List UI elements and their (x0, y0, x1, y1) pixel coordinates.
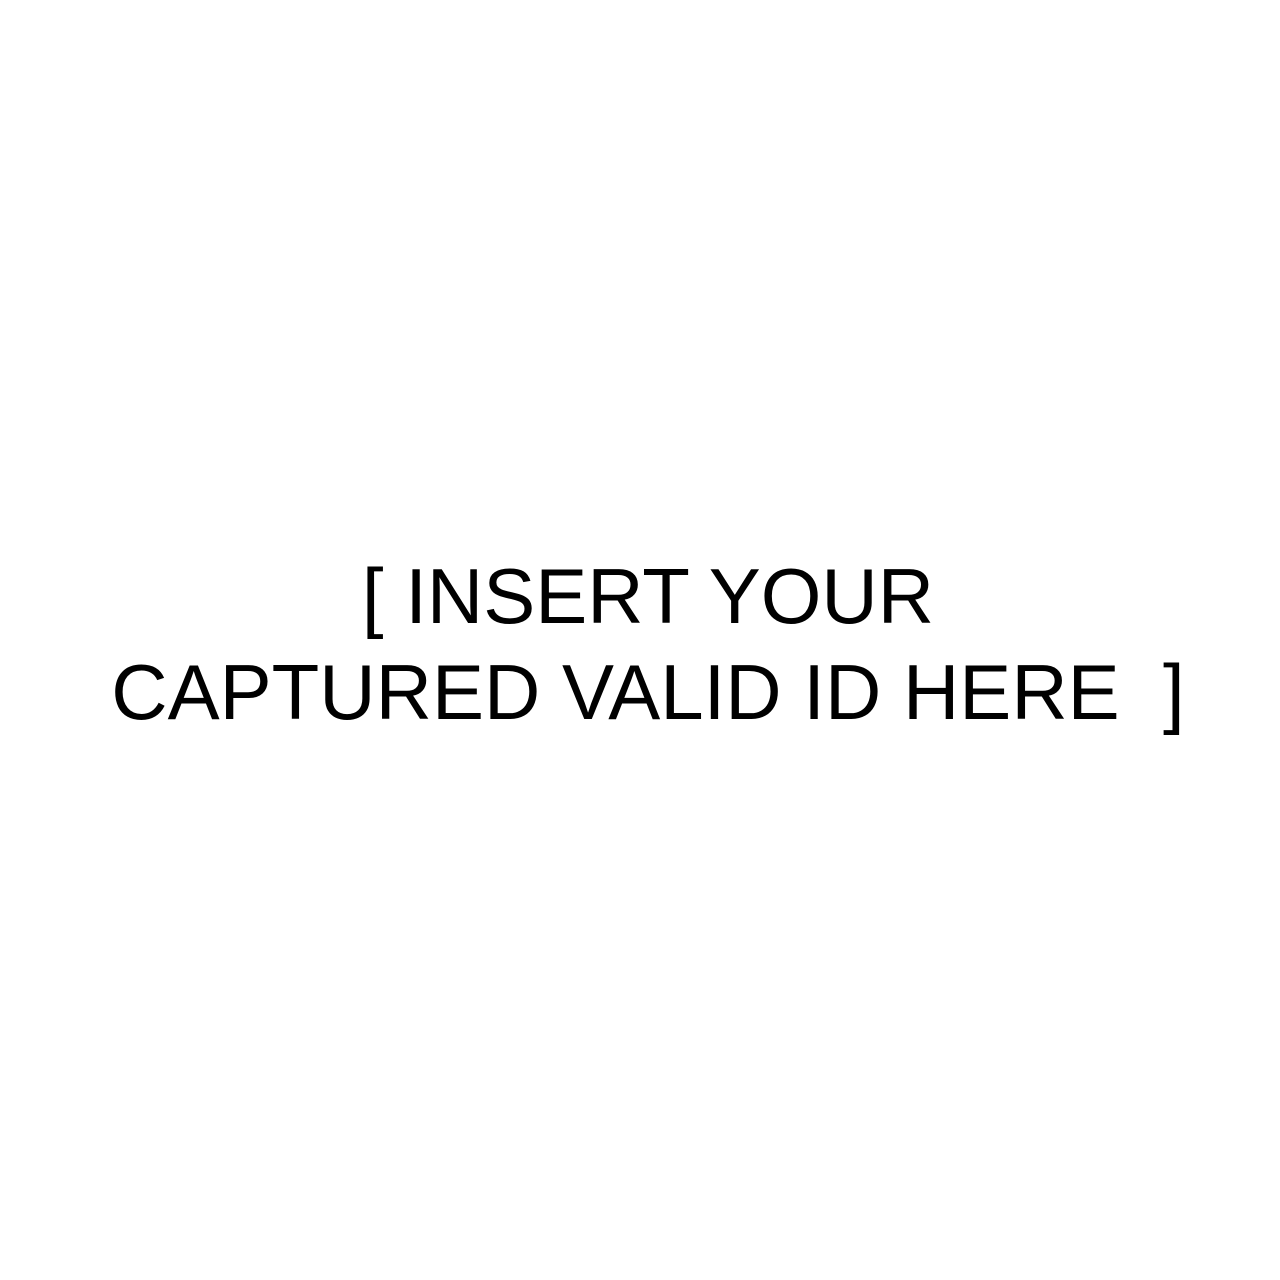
placeholder-line-2: CAPTURED VALID ID HERE ] (111, 648, 1185, 736)
placeholder-line-1: [ INSERT YOUR (361, 552, 935, 640)
id-placeholder-text (0, 548, 1280, 740)
